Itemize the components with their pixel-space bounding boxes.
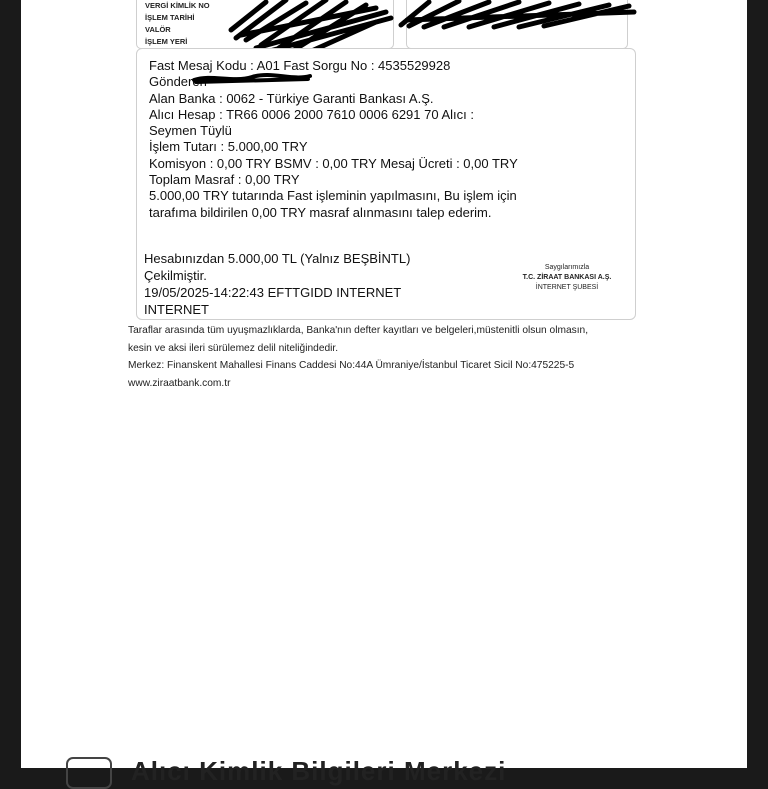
recipient-name: Seymen Tüylü xyxy=(149,123,232,139)
withdrawal-amount: Hesabınızdan 5.000,00 TL (Yalnız BEŞBİNTL) xyxy=(144,251,411,266)
next-section-title: Alıcı Kimlik Bilgileri Merkezi xyxy=(131,756,507,786)
bank-website: www.ziraatbank.com.tr xyxy=(128,378,231,390)
signature-bank: T.C. ZİRAAT BANKASI A.Ş. xyxy=(522,274,612,281)
withdrawal-status: Çekilmiştir. xyxy=(144,268,207,283)
transaction-info-box xyxy=(136,0,394,49)
legal-text-2: kesin ve aksi ileri sürülemez delil niteliğindedir. xyxy=(128,342,339,354)
transaction-timestamp: 19/05/2025-14:22:43 EFTTGIDD INTERNET xyxy=(144,285,402,300)
receipt-page xyxy=(21,0,747,786)
sender-line: Gönderen xyxy=(149,74,207,90)
channel-line: INTERNET xyxy=(144,302,209,317)
transaction-date-label: İŞLEM TARİHİ xyxy=(145,13,195,22)
customer-info-box xyxy=(406,0,628,49)
receiving-bank: Alan Banka : 0062 - Türkiye Garanti Bankası A.Ş. xyxy=(149,90,434,106)
legal-text-1: Taraflar arasında tüm uyuşmazlıklarda, Banka'nın defter kayıtları ve belgeleri,müstenitli olsun olmasın, xyxy=(128,325,589,336)
header-labels xyxy=(145,0,210,48)
legal-footer xyxy=(128,322,738,393)
transaction-amount: İşlem Tutarı : 5.000,00 TRY xyxy=(149,139,308,155)
request-line-1: 5.000,00 TRY tutarında Fast işleminin yapılmasını, Bu işlem için xyxy=(149,188,517,204)
transaction-place-label: İŞLEM YERİ xyxy=(145,37,188,46)
fast-message-code: Fast Mesaj Kodu : A01 Fast Sorgu No : 4535529928 xyxy=(149,58,451,73)
withdrawal-info xyxy=(144,250,410,318)
recipient-account: Alıcı Hesap : TR66 0006 2000 7610 0006 6291 70 Alıcı : xyxy=(149,106,474,122)
id-card-icon xyxy=(66,757,112,789)
tax-id-label: VERGİ KİMLİK NO xyxy=(145,1,210,10)
request-line-2: tarafıma bildirilen 0,00 TRY masraf alınmasını talep ederim. xyxy=(149,204,492,220)
transaction-message-box xyxy=(136,48,636,320)
signature-greeting: Saygılarımızla xyxy=(544,264,590,271)
transfer-details xyxy=(149,58,619,221)
value-date-label: VALÖR xyxy=(145,25,171,34)
signature-branch: İNTERNET ŞUBESİ xyxy=(535,284,599,291)
total-fee: Toplam Masraf : 0,00 TRY xyxy=(149,172,300,188)
bank-signature xyxy=(492,263,642,293)
headquarters-address: Merkez: Finanskent Mahallesi Finans Caddesi No:44A Ümraniye/İstanbul Ticaret Sicil No:475225-5 xyxy=(128,360,575,372)
fees-line: Komisyon : 0,00 TRY BSMV : 0,00 TRY Mesaj Ücreti : 0,00 TRY xyxy=(149,155,518,171)
